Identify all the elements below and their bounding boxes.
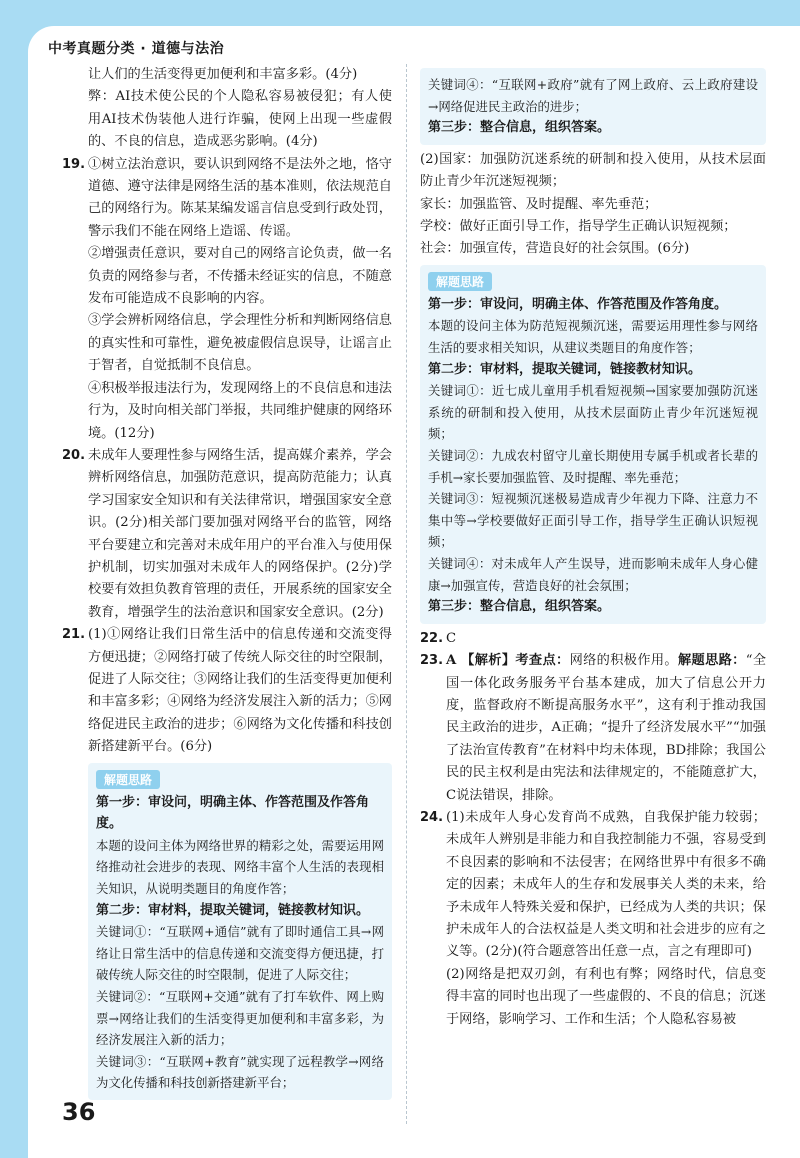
answer-text: 让人们的生活变得更加便利和丰富多彩。(4分)	[88, 67, 358, 82]
answer-text: 家长：加强监管、及时提醒、率先垂范；	[420, 196, 658, 212]
step-heading: 第三步：整合信息，组织答案。	[428, 120, 611, 136]
step-heading: 第二步：审材料，提取关键词，链接教材知识。	[96, 902, 370, 918]
question-22	[420, 628, 766, 650]
keyword-text: 关键词④：“互联网+政府”就有了网上政府、云上政府建设→网络促进民主政治的进步；	[428, 77, 758, 114]
answer-text: (2)网络是把双刃剑，有利也有弊；网络时代，信息变得丰富的同时也出现了一些虚假的、不良的信息；沉迷于网络，影响学习、工作和生活；个人隐私容易被	[446, 966, 766, 1027]
question-number: 24.	[420, 809, 444, 825]
solution-hint-badge: 解题思路	[96, 770, 160, 789]
step-heading: 第三步：整合信息，组织答案。	[428, 599, 611, 615]
page	[28, 26, 800, 1158]
question-number: 21.	[62, 627, 86, 643]
page-number: 36	[62, 1098, 96, 1126]
column-divider	[406, 64, 407, 1124]
question-number: 20.	[62, 447, 86, 463]
hint-text: 本题的设问主体为网络世界的精彩之处，需要运用网络推动社会进步的表现、网络丰富个人生活的表现相关知识，从说明类题目的角度作答；	[96, 837, 384, 896]
answer-text: (1)①网络让我们日常生活中的信息传递和交流变得方便迅捷；②网络打破了传统人际交往的时空限制，促进了人际交往；③网络让我们的生活变得更加便利和丰富多彩；④网络为经济发展注入新的活力；⑤网络促进民主政治的进步；⑥网络为文化传播和科技创新搭建新平台。(6分)	[88, 627, 392, 755]
solution-hint-badge: 解题思路	[428, 272, 492, 291]
answer-text: 网络的积极作用。	[569, 653, 678, 669]
answer-text: C	[446, 630, 457, 646]
question-21	[62, 624, 392, 758]
hint-text: 本题的设问主体为防范短视频沉迷，需要运用理性参与网络生活的要求相关知识，从建议类题目的角度作答；	[428, 318, 758, 355]
answer-text: “全国一体化政务服务平台基本建成，加大了信息公开力度，监督政府不断提高服务水平”，这有利于推动我国民主政治的进步，A正确；“提升了经济发展水平”“加强了法治宣传教育”在材料中均未体现，BD排除；我国公民的民主权利是由宪法和法律规定的，不能随意扩大，C说法错误，排除。	[446, 653, 767, 803]
solution-hint-box	[420, 265, 766, 624]
keyword-text: 关键词①：“互联网+通信”就有了即时通信工具→网络让日常生活中的信息传递和交流变得方便迅捷，打破传统人际交往的时空限制，促进了人际交往；	[96, 924, 384, 983]
keyword-text: 关键词③：短视频沉迷极易造成青少年视力下降、注意力不集中等→学校要做好正面引导工作，指导学生正确认识短视频；	[428, 491, 758, 550]
answer-text: 社会：加强宣传，营造良好的社会氛围。(6分)	[420, 241, 690, 257]
question-number: 23.	[420, 653, 444, 669]
answer-text: 弊：AI技术使公民的个人隐私容易被侵犯；有人使用AI技术伪装他人进行诈骗，使网上出现一些虚假的、不良的信息，造成恶劣影响。(4分)	[88, 89, 392, 150]
answer-text: 未成年人要理性参与网络生活，提高媒介素养，学会辨析网络信息，加强防范意识，提高防范能力；认真学习国家安全知识和有关法律常识，增强国家安全意识。(2分)相关部门要加强对网络平台的监管，网络平台要建立和完善对未成年用户的平台准入与使用保护机制，切实加强对未成年人的网络保护。(2分)学校要有效担负教育管理的责任，开展系统的国家安全教育，增强学生的法治意识和国家安全意识。(2分)	[88, 447, 392, 620]
step-heading: 第一步：审设问，明确主体、作答范围及作答角度。	[428, 296, 728, 312]
keyword-text: 关键词③：“互联网+教育”就实现了远程教学→网络为文化传播和科技创新搭建新平台；	[96, 1053, 384, 1091]
answer-text: (1)未成年人身心发育尚不成熟，自我保护能力较弱；未成年人辨别是非能力和自我控制能力不强，容易受到不良因素的影响和不法侵害；在网络世界中有很多不确定的因素；未成年人的生存和发展事关人类的未来，给予未成年人特殊关爱和保护，已经成为人类的共识；保护未成年人的合法权益是人类文明和社会进步的应有之义等。(2分)(符合题意答出任意一点，言之有理即可)	[446, 809, 766, 960]
answer-text: ④积极举报违法行为，发现网络上的不良信息和违法行为，及时向相关部门举报，共同维护健康的网络环境。(12分)	[88, 380, 392, 441]
answer-text: (2)国家：加强防沉迷系统的研制和投入使用，从技术层面防止青少年沉迷短视频；	[420, 151, 766, 190]
question-20	[62, 445, 392, 624]
step-heading: 第一步：审设问，明确主体、作答范围及作答角度。	[96, 794, 370, 832]
keyword-text: 关键词②：九成农村留守儿童长期使用专属手机或者长辈的手机→家长要加强监管、及时提醒、率先垂范；	[428, 447, 758, 485]
keyword-text: 关键词④：对未成年人产生误导，进而影响未成年人身心健康→加强宣传，营造良好的社会氛围；	[428, 555, 758, 593]
question-24	[420, 807, 766, 964]
analysis-lead: 解题思路：	[677, 653, 746, 669]
solution-hint-box-continued	[420, 68, 766, 145]
answer-text: ③学会辨析网络信息，学会理性分析和判断网络信息的真实性和可靠性，避免被虚假信息误导，让谣言止于智者，自觉抵制不良信息。	[88, 313, 392, 374]
left-column	[62, 64, 392, 1104]
question-number: 19.	[62, 156, 86, 172]
answer-text: 学校：做好正面引导工作，指导学生正确认识短视频；	[420, 219, 737, 234]
solution-hint-box	[88, 763, 392, 1100]
question-number: 22.	[420, 630, 444, 646]
page-header: 中考真题分类 · 道德与法治	[48, 41, 225, 57]
keyword-text: 关键词①：近七成儿童用手机看短视频→国家要加强防沉迷系统的研制和投入使用，从技术层面防止青少年沉迷短视频；	[428, 383, 758, 442]
question-23	[420, 650, 766, 807]
right-column	[420, 64, 766, 1031]
analysis-lead: A 【解析】考查点：	[446, 653, 570, 669]
question-19	[62, 154, 392, 244]
step-heading: 第二步：审材料，提取关键词，链接教材知识。	[428, 361, 702, 377]
answer-text: ②增强责任意识，要对自己的网络言论负责，做一名负责的网络参与者，不传播未经证实的信息，不随意发布可能造成不良影响的内容。	[88, 246, 392, 307]
keyword-text: 关键词②：“互联网+交通”就有了打车软件、网上购票→网络让我们的生活变得更加便利和丰富多彩，为经济发展注入新的活力；	[96, 988, 384, 1048]
answer-text: ①树立法治意识，要认识到网络不是法外之地，恪守道德、遵守法律是网络生活的基本准则，依法规范自己的网络行为。陈某某编发谣言信息受到行政处罚，警示我们不能在网络上造谣、传谣。	[88, 156, 392, 239]
